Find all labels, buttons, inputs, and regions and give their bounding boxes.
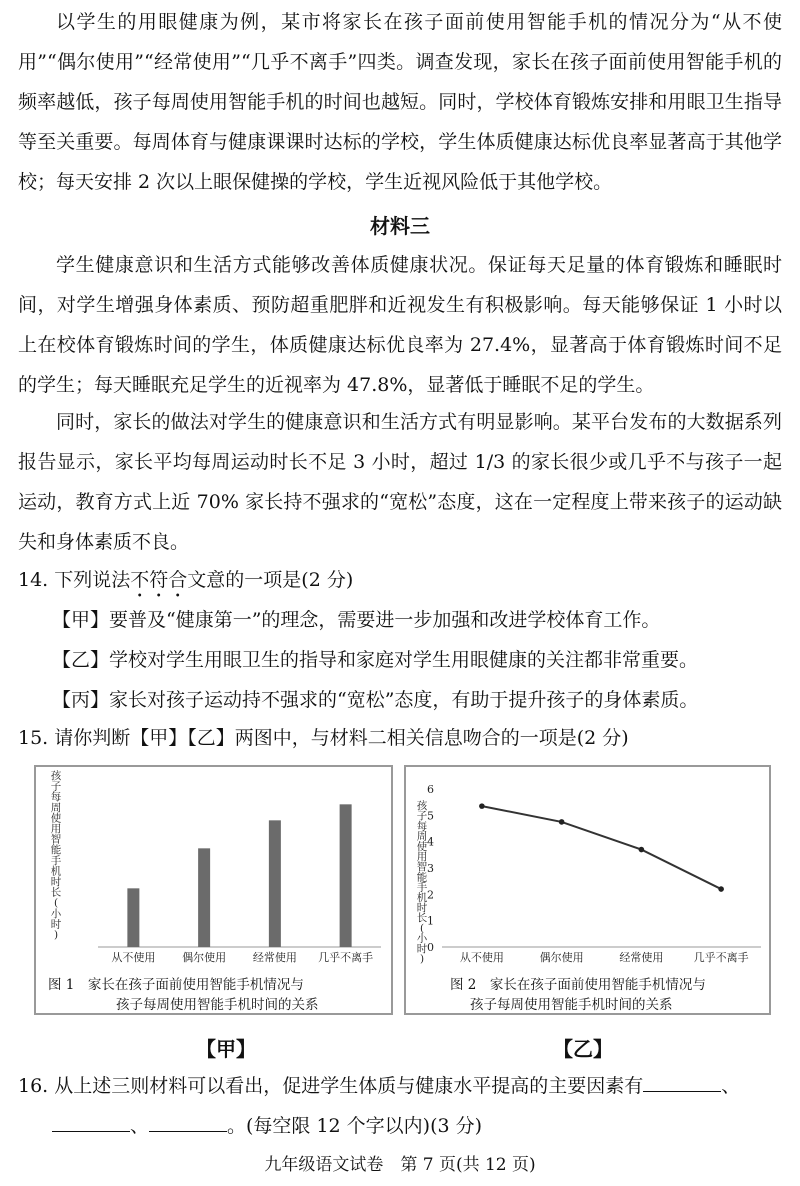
answer-blank-1[interactable] <box>643 1069 721 1092</box>
figure-2-x-tick-label: 从不使用 <box>459 951 504 964</box>
figure-2-caption-line1: 图 2 家长在孩子面前使用智能手机情况与 <box>450 977 706 993</box>
figure-1-y-axis-label-char: 智 <box>50 833 62 846</box>
figure-2-point <box>559 819 565 825</box>
figure-1-y-axis-label-char: 孩 <box>50 770 62 782</box>
figure-1-y-axis-label-char: 子 <box>50 780 62 793</box>
figure-2-point <box>718 886 724 892</box>
figure-1-y-axis-label-char: 机 <box>50 865 62 878</box>
question-16-separator-2: 、 <box>130 1115 150 1137</box>
figure-1-x-tick-label: 偶尔使用 <box>182 951 227 964</box>
figure-2-y-axis-label-char: 小 <box>416 932 428 945</box>
figure-2-point <box>639 847 645 853</box>
figure-2-y-axis-label-char: 每 <box>416 820 428 833</box>
figure-1-bar <box>269 820 281 947</box>
question-14-suffix: 文意的一项是(2 分) <box>187 569 354 591</box>
figure-1-bar <box>198 848 210 947</box>
figure-2-y-axis-label-char: ( <box>419 922 425 935</box>
figure-1-y-axis-label-char: 每 <box>50 791 62 804</box>
figure-2-y-axis-label-char: 机 <box>416 891 428 904</box>
figure-2-y-tick-label: 4 <box>427 835 434 849</box>
figure-1-x-tick-label: 经常使用 <box>252 951 297 964</box>
question-14-prefix: 下列说法 <box>54 569 131 591</box>
figure-1-y-axis-label-char: 能 <box>50 844 62 857</box>
figure-1-tag: 【甲】 <box>196 1037 256 1061</box>
question-14-option-jia: 【甲】要普及“健康第一”的理念，需要进一步加强和改进学校体育工作。 <box>52 609 661 631</box>
figure-2-y-axis-label-char: 周 <box>416 830 428 843</box>
figure-2-y-tick-label: 3 <box>427 862 434 875</box>
figure-1-caption <box>48 975 383 1015</box>
figure-2-x-tick-label: 几乎不离手 <box>693 951 749 964</box>
question-16-number: 16. <box>18 1075 49 1097</box>
figure-1-caption-line2: 孩子每周使用智能手机时间的关系 <box>116 997 319 1013</box>
material-three-paragraph-2: 同时，家长的做法对学生的健康意识和生活方式有明显影响。某平台发布的大数据系列报告显示，家长平均每周运动时长不足 3 小时，超过 1/3 的家长很少或几乎不与孩子一起运动，教育方式上近 70% 家长持不强求的“宽松”态度，这在一定程度上带来孩子的运动缺失和身体素质不良。 <box>18 411 782 553</box>
figure-1-y-axis-label-char: 用 <box>50 823 62 835</box>
figure-2-y-axis-label-char: 子 <box>416 810 428 823</box>
question-15-number: 15. <box>18 727 49 749</box>
material-two-paragraph: 以学生的用眼健康为例，某市将家长在孩子面前使用智能手机的情况分为“从不使用”“偶尔使用”“经常使用”“几乎不离手”四类。调查发现，家长在孩子面前使用智能手机的频率越低，孩子每周使用智能手机的时间也越短。同时，学校体育锻炼安排和用眼卫生指导等至关重要。每周体育与健康课课时达标的学校，学生体质健康达标优良率显著高于其他学校；每天安排 2 次以上眼保健操的学校，学生近视风险低于其他学校。 <box>18 11 782 193</box>
figure-2-tag: 【乙】 <box>553 1037 613 1061</box>
figure-2-y-tick-label: 2 <box>427 888 434 902</box>
figure-2-y-tick-label: 0 <box>427 941 434 954</box>
figure-1-y-axis-label-char: 周 <box>50 801 62 814</box>
figure-1-x-tick-label: 从不使用 <box>111 951 156 964</box>
figure-2-y-axis-label-char: 孩 <box>416 800 428 812</box>
figure-1-y-axis-label-char: 使 <box>50 812 62 825</box>
figure-1-bar-chart <box>36 767 391 972</box>
figure-2-caption <box>450 975 765 1015</box>
figure-1-y-axis-label-char: ( <box>53 897 59 910</box>
material-three-paragraph-1: 学生健康意识和生活方式能够改善体质健康状况。保证每天足量的体育锻炼和睡眠时间，对学生增强身体素质、预防超重肥胖和近视发生有积极影响。每天能够保证 1 小时以上在校体育锻炼时间的学生，体质健康达标优良率为 27.4%，显著高于体育锻炼时间不足的学生；每天睡眠充足学生的近视率为 47.8%，显著低于睡眠不足的学生。 <box>18 254 782 396</box>
figure-1-bar <box>340 804 352 947</box>
figure-2-y-axis-label-char: 时 <box>416 942 428 955</box>
figure-1-y-axis-label-char: 长 <box>50 886 62 899</box>
figure-1-y-axis-label-char: 时 <box>50 876 62 888</box>
figure-2-y-axis-label-char: 使 <box>416 840 428 853</box>
figure-2-caption-line2: 孩子每周使用智能手机时间的关系 <box>470 997 673 1013</box>
figure-2-y-axis-label-char: 智 <box>416 861 428 874</box>
question-15 <box>18 718 782 758</box>
figure-2-series-line <box>482 806 721 889</box>
figure-2-line-chart <box>406 767 769 972</box>
figure-1-y-axis-label-char: 手 <box>50 854 62 867</box>
figure-1-x-tick-label: 几乎不离手 <box>318 951 374 964</box>
question-14-number: 14. <box>18 569 49 591</box>
question-14-option-yi: 【乙】学校对学生用眼卫生的指导和家庭对学生用眼健康的关注都非常重要。 <box>52 649 699 671</box>
question-14-option-bing: 【丙】家长对孩子运动持不强求的“宽松”态度，有助于提升孩子的身体素质。 <box>52 689 699 711</box>
figure-2-y-axis-label-char: 用 <box>416 851 428 863</box>
figure-1-y-axis-label-char: ) <box>53 929 59 941</box>
question-16 <box>18 1066 782 1106</box>
answer-blank-3[interactable] <box>149 1109 227 1132</box>
figure-2-box <box>404 765 771 1015</box>
figure-2-y-tick-label: 6 <box>427 783 434 796</box>
question-16-separator-1: 、 <box>721 1075 741 1097</box>
figure-1-bar <box>127 888 139 947</box>
question-16-text: 从上述三则材料可以看出，促进学生体质与健康水平提高的主要因素有 <box>54 1075 644 1097</box>
figure-1-caption-line1: 图 1 家长在孩子面前使用智能手机情况与 <box>48 977 304 993</box>
figure-2-y-tick-label: 5 <box>427 809 434 823</box>
figure-2-x-tick-label: 偶尔使用 <box>539 951 584 964</box>
figure-1-box <box>34 765 393 1015</box>
figure-2-y-tick-label: 1 <box>427 914 434 928</box>
figure-2-y-axis-label-char: ) <box>419 953 425 965</box>
answer-blank-2[interactable] <box>52 1109 130 1132</box>
question-16-ending: 。(每空限 12 个字以内)(3 分) <box>227 1115 483 1137</box>
question-15-text: 请你判断【甲】【乙】两图中，与材料二相关信息吻合的一项是(2 分) <box>54 727 629 749</box>
figure-2-point <box>479 803 485 809</box>
material-three-heading: 材料三 <box>370 214 430 238</box>
figure-1-y-axis-label-char: 时 <box>50 918 62 931</box>
question-14 <box>18 560 782 602</box>
question-14-emphasis: 不符合 <box>130 569 188 591</box>
page-footer: 九年级语文试卷 第 7 页(共 12 页) <box>264 1155 536 1175</box>
figure-2-y-axis-label-char: 时 <box>416 902 428 914</box>
figure-1-y-axis-label-char: 小 <box>50 907 62 920</box>
figure-2-y-axis-label-char: 能 <box>416 871 428 884</box>
figure-2-y-axis-label-char: 手 <box>416 881 428 894</box>
figure-2-x-tick-label: 经常使用 <box>619 951 664 964</box>
figure-2-y-axis-label-char: 长 <box>416 912 428 925</box>
question-16-line-2 <box>52 1106 782 1146</box>
